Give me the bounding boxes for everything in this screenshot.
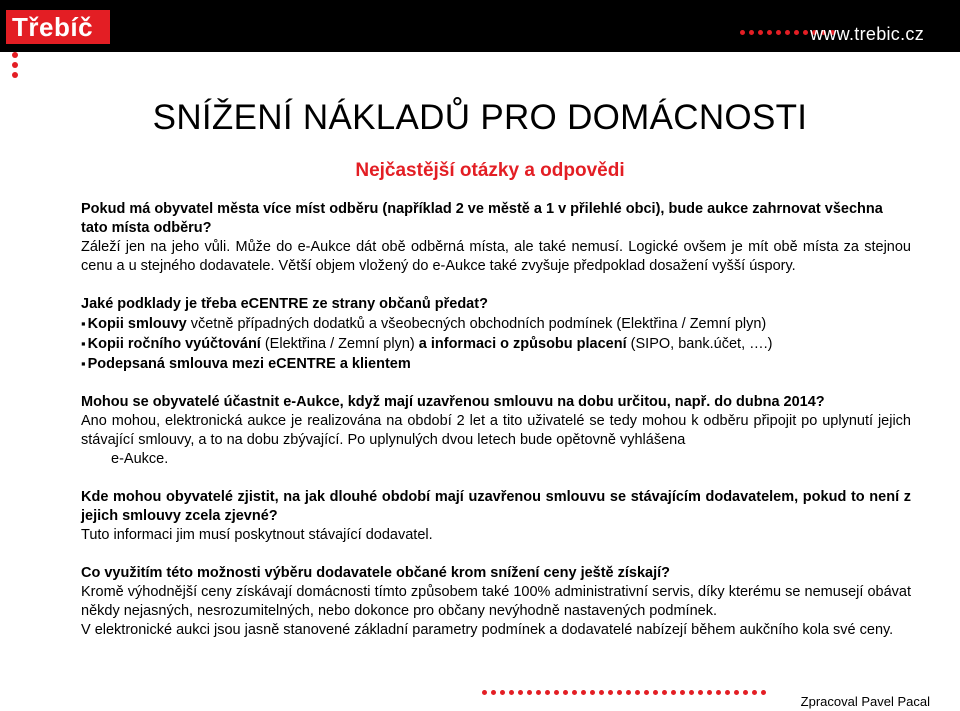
answer-5-part-1: Kromě výhodnější ceny získávají domácnosti tímto způsobem také 100% administrativní servis, díky kterému se nemusejí obávat někdy nejasných, nesrozumitelných, nebo dokonce pro občany nevýhodně nastavených podmínek.: [81, 584, 911, 619]
document-item-2-bold-a: Kopii ročního vyúčtování: [87, 336, 261, 352]
document-item-1-bold: Kopii smlouvy: [87, 316, 187, 332]
question-4: Kde mohou obyvatelé zjistit, na jak dlouhé období mají uzavřenou smlouvu se stávajícím dodavatelem, pokud to není z jejich smlouvy zcela zjevné?: [81, 489, 911, 524]
question-1: Pokud má obyvatel města více míst odběru (například 2 ve městě a 1 v přilehlé obci), bude aukce zahrnovat všechna tato místa odběru?: [81, 201, 883, 236]
document-item-3-text: Podepsaná smlouva mezi eCENTRE a klientem: [87, 356, 411, 372]
footer-dots-decoration: [482, 690, 766, 695]
author-credit: Zpracoval Pavel Pacal: [800, 694, 930, 709]
document-item-2-end: (SIPO, bank.účet, ….): [626, 336, 773, 352]
answer-3-end: e-Aukce.: [111, 451, 169, 467]
document-item-2-mid: (Elektřina / Zemní plyn): [260, 336, 419, 352]
answer-3: Ano mohou, elektronická aukce je realizována na období 2 let a tito uživatelé se tedy mohou k odběru připojit po uplynutí jejich stávající smlouvy, a to na dobu zbývající. Po uplynulých dvou letech bude opětovně vyhlášena: [81, 413, 911, 448]
document-item-1-rest: včetně případných dodatků a všeobecných obchodních podmínek (Elektřina / Zemní plyn): [186, 316, 767, 332]
document-item-1: [81, 314, 911, 334]
document-item-2: [81, 334, 911, 354]
logo-dots-decoration: [12, 52, 22, 82]
answer-1: Záleží jen na jeho vůli. Může do e-Aukce dát obě odběrná místa, ale také nemusí. Logické ovšem je mít obě místa za stejnou cenu a u stejného dodavatele. Větší objem vložený do e-Aukce také zvyšuje předpoklad dosažení vyšší úspory.: [81, 239, 911, 274]
question-3: Mohou se obyvatelé účastnit e-Aukce, když mají uzavřenou smlouvu na dobu určitou, např. do dubna 2014?: [81, 394, 825, 410]
document-item-2-bold-b: a informaci o způsobu placení: [418, 336, 627, 352]
answer-5-part-2: V elektronické aukci jsou jasně stanovené základní parametry podmínek a dodavatelé nabízejí během aukčního kola své ceny.: [81, 622, 894, 638]
page-subtitle: Nejčastější otázky a odpovědi: [355, 160, 625, 181]
page-title: SNÍŽENÍ NÁKLADŮ PRO DOMÁCNOSTI: [152, 98, 808, 137]
answer-4: Tuto informaci jim musí poskytnout stávající dodavatel.: [81, 527, 433, 543]
question-2: Jaké podklady je třeba eCENTRE ze strany občanů předat?: [81, 296, 488, 312]
logo[interactable]: [0, 0, 112, 52]
document-item-3: [81, 354, 911, 374]
logo-text: Třebíč: [6, 10, 110, 44]
faq-content: [81, 200, 911, 640]
question-5: Co využitím této možnosti výběru dodavatele občané krom snížení ceny ještě získají?: [81, 565, 671, 581]
site-url[interactable]: www.trebic.cz: [810, 24, 924, 44]
